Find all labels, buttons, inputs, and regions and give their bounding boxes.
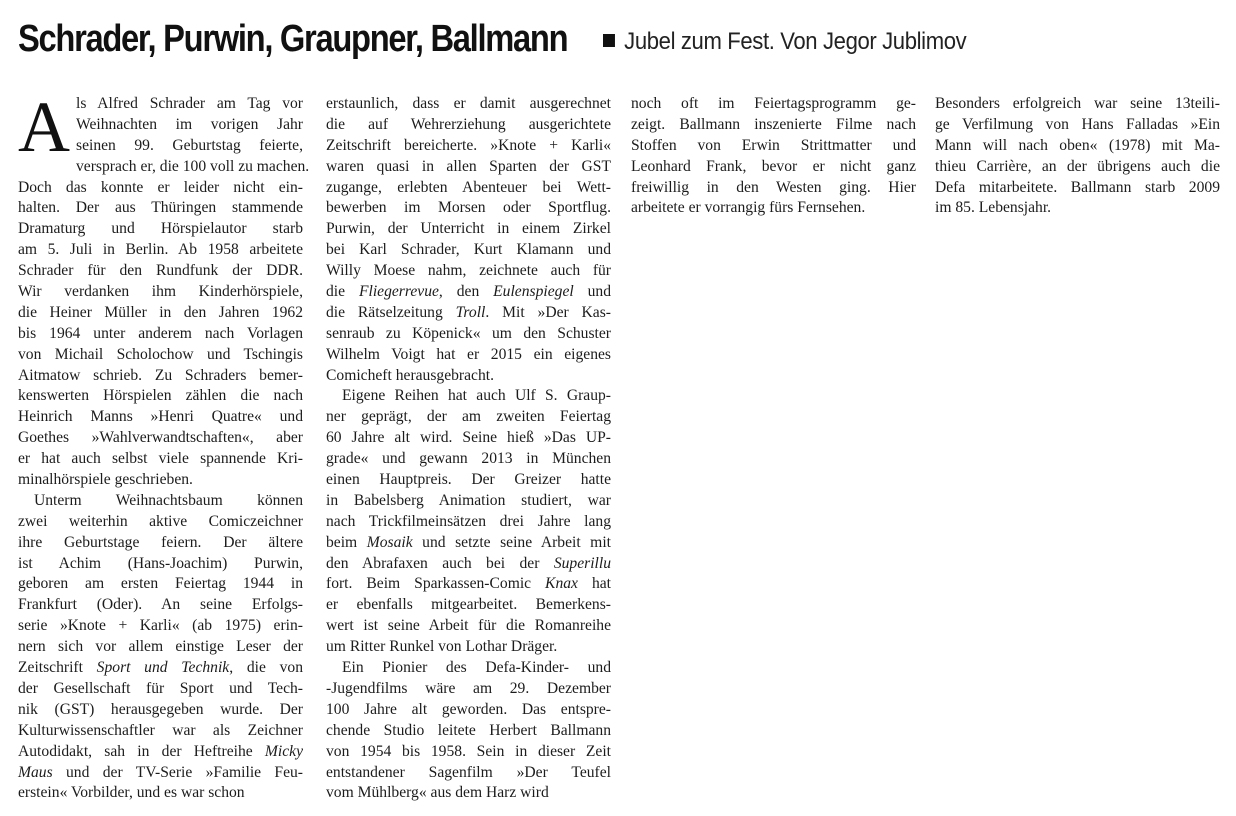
text-line: kenswerten Hörspielen zählen die nach [18,387,303,405]
drop-cap: A [18,87,70,167]
text-line: noch oft im Feiertagsprogramm ge- [631,95,916,112]
text-line: wert ist seine Arbeit für die Romanreihe [326,617,611,635]
text-line: Unterm Weihnachtsbaum können [34,491,303,509]
text-line: erstein« Vorbilder, und es war schon [18,784,245,802]
text-line: Comicheft herausgebracht. [326,366,494,384]
text-line: waren quasi in allen Sparten der GST [326,157,611,175]
text-line: die Heiner Müller in den Jahren 1962 [18,303,303,321]
text-line: Autodidakt, sah in der Heftreihe Micky [18,742,303,760]
headline-subtitle: Jubel zum Fest. Von Jegor Jublimov [624,28,967,55]
text-line: er ebenfalls mitgearbeitet. Bemerkens- [326,596,611,614]
text-line: geboren am ersten Feiertag 1944 in [18,575,303,593]
text-line: ner geprägt, der am zweiten Feiertag [326,408,611,426]
text-line: ihre Geburtstage feiern. Der ältere [18,533,303,551]
text-line: Leonhard Frank, bevor er nicht ganz [631,157,916,175]
text-line: bei Karl Schrader, Kurt Klamann und [326,241,611,259]
text-line: um Ritter Runkel von Lothar Dräger. [326,638,558,656]
text-line: serie »Knote + Karli« (ab 1975) erin- [18,617,303,635]
text-line: fort. Beim Sparkassen-Comic Knax hat [326,575,611,593]
text-line: von 1954 bis 1958. Sein in dieser Zeit [326,742,611,760]
text-line: Kulturwissenschaftler war als Zeichner [18,721,303,739]
text-line: am 5. Juli in Berlin. Ab 1958 arbeitete [18,241,303,259]
text-line: Aitmatow schrieb. Zu Schraders bemer- [18,366,303,384]
text-line: Doch das konnte er leider nicht ein- [18,178,303,196]
text-line: Wir verdanken ihm Kinderhörspiele, [18,283,303,301]
article-column-1 [18,87,310,804]
text-line: Dramaturg und Hörspielautor starb [18,220,303,238]
text-line: er hat auch selbst viele spannende Kri- [18,450,303,468]
text-line: halten. Der aus Thüringen stammende [18,199,303,217]
text-line: Schrader für den Rundfunk der DDR. [18,262,303,280]
text-line: seinen 99. Geburtstag feierte, [76,136,303,154]
text-line: 60 Jahre alt wird. Seine hieß »Das UP- [326,429,611,447]
article-column-2 [326,94,611,804]
text-line: Heinrich Manns »Henri Quatre« und [18,408,303,426]
text-line: der Gesellschaft für Sport und Tech- [18,679,303,697]
text-line: den Abrafaxen auch bei der Superillu [326,554,611,572]
text-line: vom Mühlberg« aus dem Harz wird [326,784,549,802]
text-line: Weihnachten im vorigen Jahr [76,115,303,133]
text-line: beim Mosaik und setzte seine Arbeit mit [326,533,611,551]
text-line: thieu Carrière, an der übrigens auch die [935,157,1220,175]
text-line: die auf Wehrerziehung ausgerichtete [326,115,611,133]
headline-subtitle-group [603,28,966,56]
text-line: zugange, erlebten Abenteuer bei Wett- [326,178,611,196]
text-line: Defa mitarbeitete. Ballmann starb 2009 [935,178,1220,196]
text-line: bis 1964 unter anderem nach Vorlagen [18,324,303,342]
text-line: nik (GST) herausgegeben wurde. Der [18,700,303,718]
text-line: chende Studio leitete Herbert Ballmann [326,721,611,739]
article-column-4 [935,94,1220,219]
text-line: einen Hauptpreis. Der Greizer hatte [326,471,611,489]
text-line: bewerben im Morsen oder Sportflug. [326,199,611,217]
text-line: im 85. Lebensjahr. [935,199,1052,217]
text-line: minalhörspiele geschrieben. [18,471,193,489]
text-line: zwei weiterhin aktive Comiczeichner [18,512,303,530]
text-line: 100 Jahre alt geworden. Das entspre- [326,700,611,718]
text-line: Besonders erfolgreich war seine 13teili- [935,95,1220,112]
text-line: Willy Moese nahm, zeichnete auch für [326,262,611,280]
text-line: entstandener Sagenfilm »Der Teufel [326,763,611,781]
text-line: von Michail Scholochow und Tschingis [18,345,303,363]
text-line: Eigene Reihen hat auch Ulf S. Graup- [342,387,611,405]
text-line: zeigt. Ballmann inszenierte Filme nach [631,115,916,133]
text-line: grade« und gewann 2013 in München [326,450,611,468]
text-line: Goethes »Wahlverwandtschaften«, aber [18,429,303,447]
text-line: die Fliegerrevue, den Eulenspiegel und [326,283,611,301]
text-line: in Babelsberg Animation studiert, war [326,491,611,509]
text-line: ls Alfred Schrader am Tag vor [76,95,303,112]
text-line: erstaunlich, dass er damit ausgerechnet [326,95,611,112]
text-line: ge Verfilmung von Hans Falladas »Ein [935,115,1220,133]
text-line: Wilhelm Voigt hat er 2015 ein eigenes [326,345,611,363]
text-line: Purwin, der Unterricht in einem Zirkel [326,220,611,238]
text-line: Mann will nach oben« (1978) mit Ma- [935,136,1220,154]
text-line: Zeitschrift Sport und Technik, die von [18,659,303,677]
bullet-square-icon [603,34,615,47]
text-line: senraub zu Köpenick« um den Schuster [326,324,611,342]
text-line: die Rätselzeitung Troll. Mit »Der Kas- [326,303,611,321]
text-line: nach Trickfilmeinsätzen drei Jahre lang [326,512,611,530]
text-line: Stoffen von Erwin Strittmatter und [631,136,916,154]
text-line: ist Achim (Hans-Joachim) Purwin, [18,554,303,572]
text-line: versprach er, die 100 voll zu machen. [76,157,310,175]
text-line: Ein Pionier des Defa-Kinder- und [342,659,611,677]
headline-names: Schrader, Purwin, Graupner, Ballmann [18,18,568,60]
article-column-3 [631,94,916,219]
text-line: Zeitschrift bereicherte. »Knote + Karli« [326,136,611,154]
text-line: arbeitete er vorrangig fürs Fernsehen. [631,199,866,217]
text-line: freiwillig in den Westen ging. Hier [631,178,916,196]
article-headline [18,18,1216,61]
text-line: Frankfurt (Oder). An seine Erfolgs- [18,596,303,614]
text-line: Maus und der TV-Serie »Familie Feu- [18,763,303,781]
text-line: nern sich vor allem einstige Leser der [18,638,303,656]
text-line: -Jugendfilms wäre am 29. Dezember [326,679,611,697]
